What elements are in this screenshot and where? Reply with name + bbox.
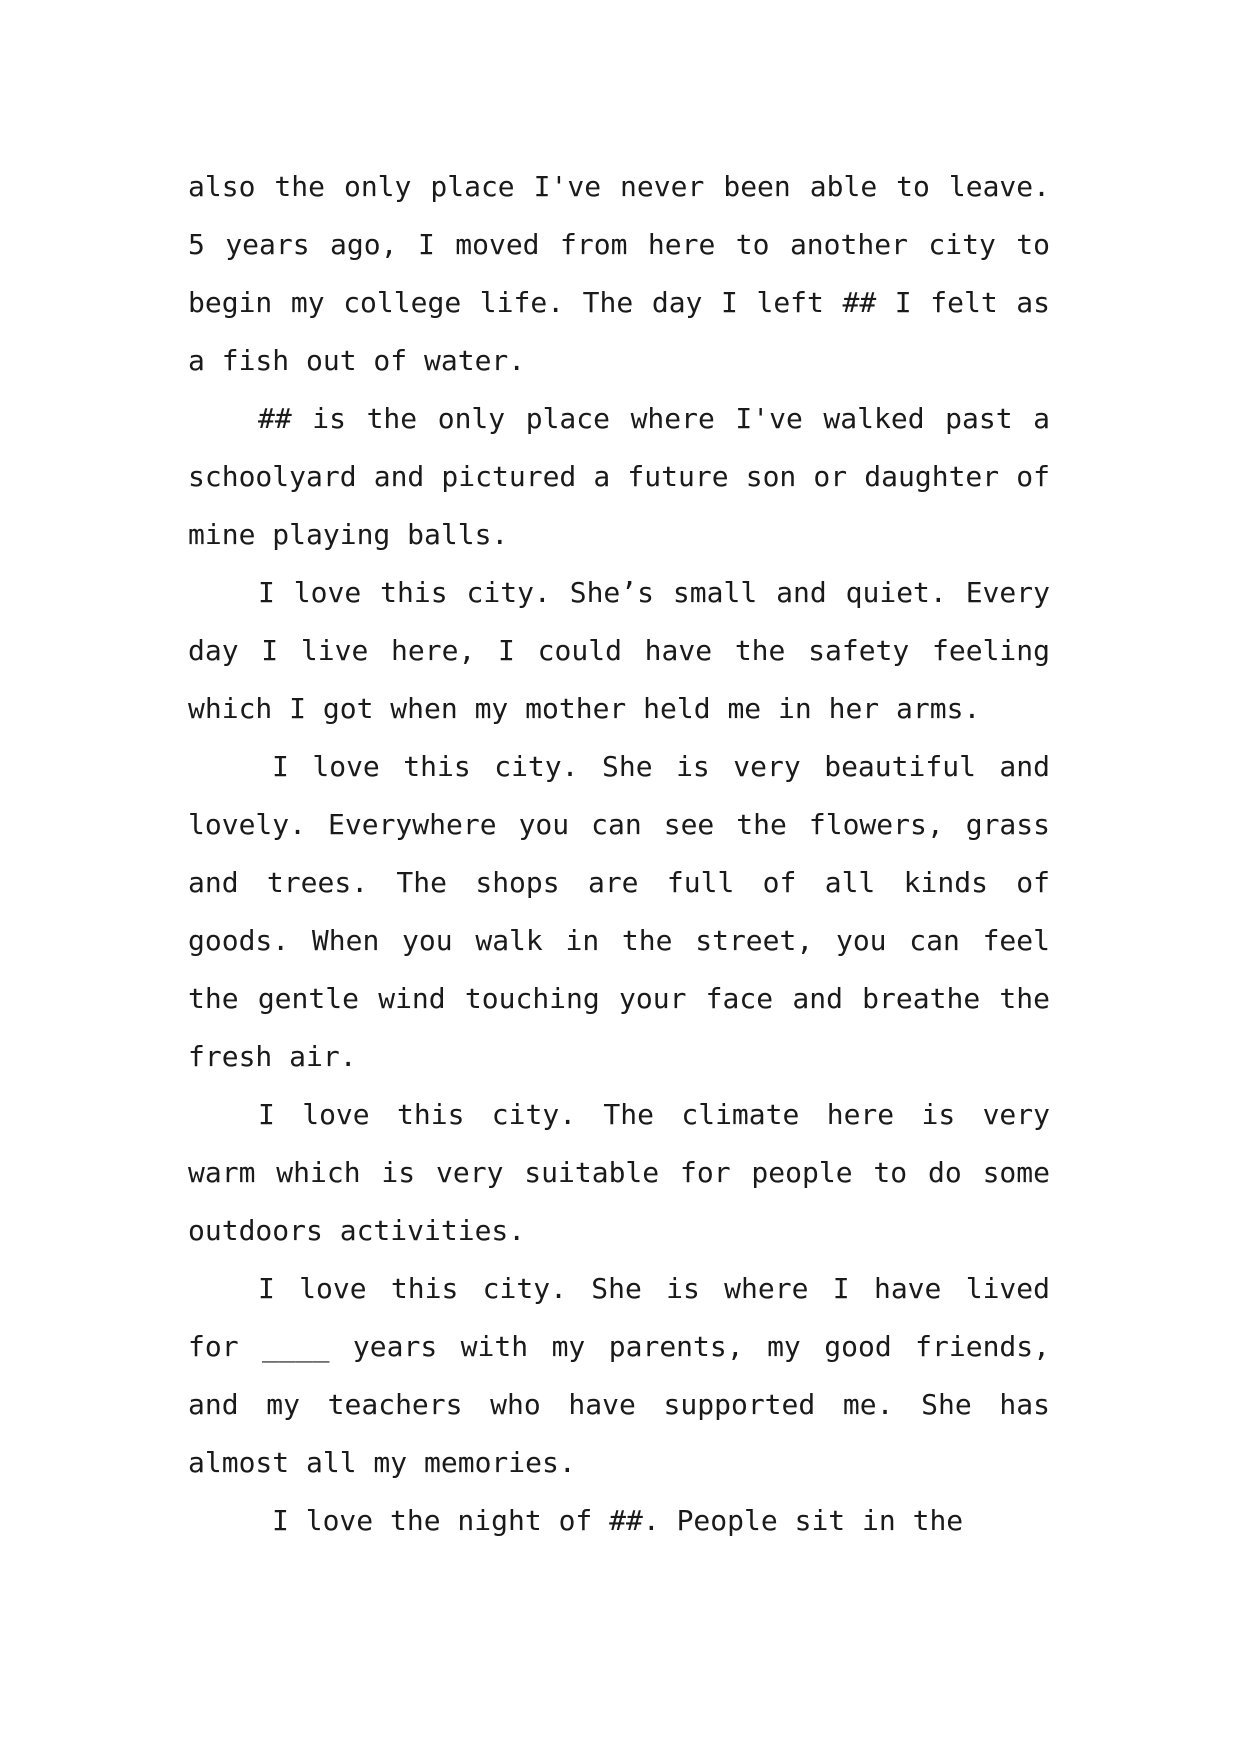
paragraph: I love this city. She is where I have lived for ____ years with my parents, my good friends, and my teachers who have supported me. She has almost all my memories.	[188, 1272, 1050, 1479]
paragraph-truncated: I love the night of ##. People sit in the	[272, 1504, 964, 1537]
paragraph: I love this city. She is very beautiful and lovely. Everywhere you can see the flowers, grass and trees. The shops are full of all kinds of goods. When you walk in the street, you can feel the gentle wind touching your face and breathe the fresh air.	[188, 750, 1050, 1073]
paragraph: I love this city. The climate here is very warm which is very suitable for people to do some outdoors activities.	[188, 1098, 1050, 1247]
paragraph: ## is the only place where I've walked past a schoolyard and pictured a future son or daughter of mine playing balls.	[188, 402, 1050, 551]
paragraph: I love this city. She’s small and quiet. Every day I live here, I could have the safety feeling which I got when my mother held me in her arms.	[188, 576, 1050, 725]
body-text	[188, 158, 1050, 1550]
paragraph-continued: also the only place I've never been able to leave. 5 years ago, I moved from here to another city to begin my college life. The day I left ## I felt as a fish out of water.	[188, 170, 1050, 377]
